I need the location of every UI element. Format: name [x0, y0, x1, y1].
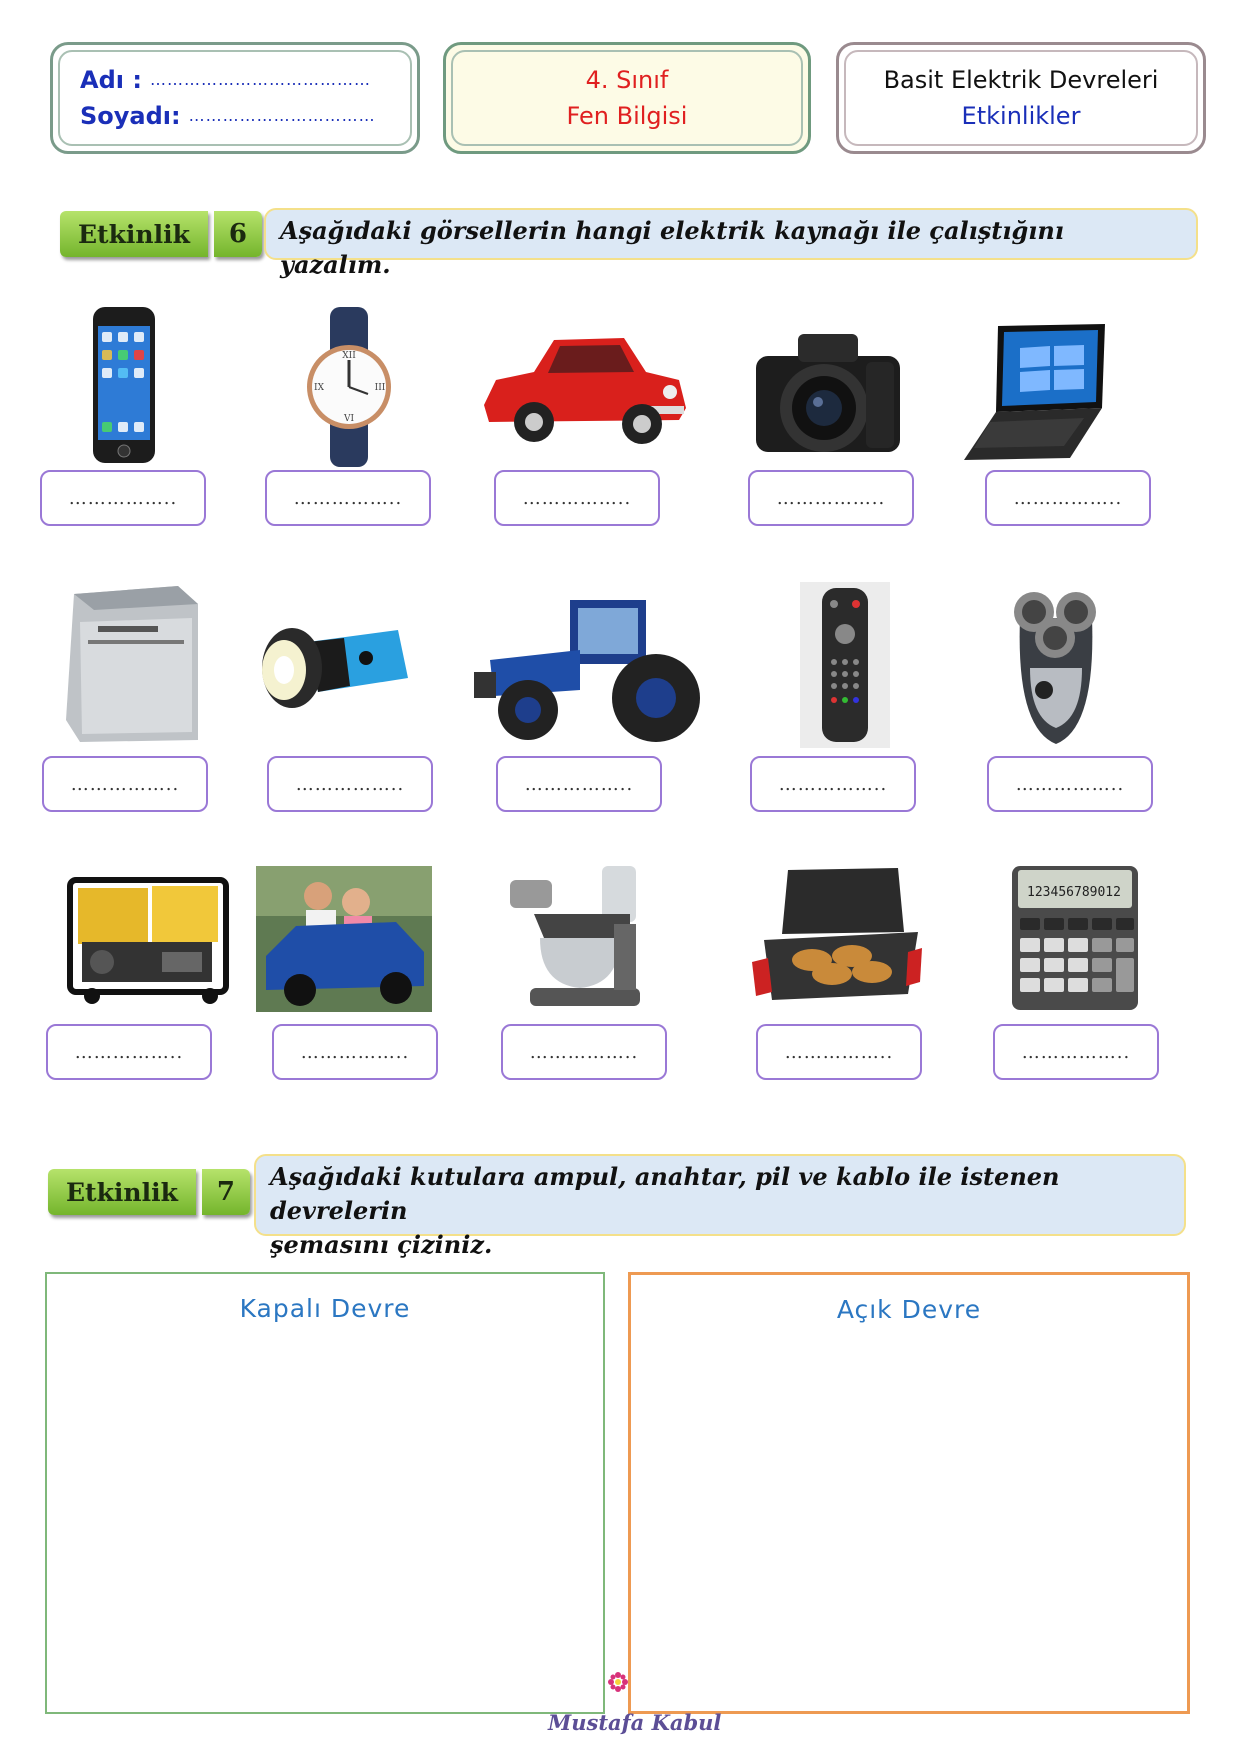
open-circuit-drawing-box[interactable]	[628, 1272, 1190, 1714]
grill-toaster-icon	[748, 862, 924, 1008]
answer-box-remote[interactable]: ……………..	[750, 756, 916, 812]
answer-box-smartphone[interactable]: ……………..	[40, 470, 206, 526]
answer-box-shaver[interactable]: ……………..	[987, 756, 1153, 812]
answer-box-calculator[interactable]: ……………..	[993, 1024, 1159, 1080]
answer-box-camera[interactable]: ……………..	[748, 470, 914, 526]
electric-shaver-icon	[996, 578, 1114, 748]
name-blank[interactable]: …………………………………	[149, 70, 371, 89]
surname-blank[interactable]: ……………………………	[188, 106, 376, 125]
remote-control-icon	[800, 582, 890, 748]
calculator-display: 123456789012	[1027, 885, 1121, 900]
activity6-badge-label: Etkinlik	[60, 211, 208, 257]
activity6-badge-number: 6	[214, 211, 262, 257]
subtopic-label: Etkinlikler	[961, 102, 1081, 130]
svg-text:XII: XII	[342, 351, 356, 361]
svg-text:III: III	[374, 383, 386, 393]
answer-box-laptop[interactable]: ……………..	[985, 470, 1151, 526]
answer-box-tractor[interactable]: ……………..	[496, 756, 662, 812]
grade-label: 4. Sınıf	[585, 66, 669, 94]
camera-icon	[748, 316, 908, 466]
student-info-frame	[50, 42, 420, 154]
author-signature: Mustafa Kabul	[548, 1710, 722, 1735]
grade-frame	[443, 42, 811, 154]
activity7-instruction-line2: şemasını çiziniz.	[270, 1230, 493, 1259]
svg-text:VI: VI	[343, 414, 355, 424]
answer-box-generator[interactable]: ……………..	[46, 1024, 212, 1080]
topic-label: Basit Elektrik Devreleri	[883, 66, 1159, 94]
activity7-instruction	[254, 1154, 1186, 1259]
answer-box-flashlight[interactable]: ……………..	[267, 756, 433, 812]
closed-circuit-drawing-box[interactable]	[45, 1272, 605, 1714]
flashlight-icon	[248, 608, 414, 718]
name-row	[80, 62, 390, 98]
flower-logo-icon	[608, 1672, 628, 1692]
surname-row	[80, 98, 390, 134]
activity7-badge-label: Etkinlik	[48, 1169, 196, 1215]
smartphone-icon	[38, 302, 208, 472]
answer-box-dishwasher[interactable]: ……………..	[42, 756, 208, 812]
toy-car-icon	[256, 866, 432, 1012]
closed-circuit-title: Kapalı Devre	[239, 1294, 411, 1323]
activity6-instruction	[264, 208, 1198, 279]
calculator-icon	[1008, 864, 1142, 1012]
answer-box-wristwatch[interactable]: ……………..	[265, 470, 431, 526]
tractor-icon	[470, 580, 708, 746]
laptop-icon	[960, 318, 1110, 468]
answer-box-mixer[interactable]: ……………..	[501, 1024, 667, 1080]
answer-box-grill[interactable]: ……………..	[756, 1024, 922, 1080]
answer-box-toy-car[interactable]: ……………..	[272, 1024, 438, 1080]
open-circuit-title: Açık Devre	[836, 1295, 982, 1324]
dishwasher-icon	[58, 582, 206, 744]
activity7-badge-number: 7	[202, 1169, 250, 1215]
activity7-instruction-line1: Aşağıdaki kutulara ampul, anahtar, pil ve kablo ile istenen devrelerin	[270, 1162, 1060, 1225]
name-label: Adı :	[80, 66, 142, 94]
activity6-badge	[60, 211, 262, 257]
activity7-badge	[48, 1169, 250, 1215]
topic-frame	[836, 42, 1206, 154]
answer-box-car[interactable]: ……………..	[494, 470, 660, 526]
activity6-instruction-text: Aşağıdaki görsellerin hangi elektrik kaynağı ile çalıştığını yazalım.	[280, 216, 1064, 279]
red-car-icon	[474, 310, 694, 460]
subject-label: Fen Bilgisi	[566, 102, 688, 130]
surname-label: Soyadı:	[80, 102, 181, 130]
stand-mixer-icon	[510, 864, 654, 1014]
generator-icon	[62, 862, 234, 1006]
svg-text:IX: IX	[314, 383, 324, 393]
wristwatch-icon	[264, 302, 434, 472]
